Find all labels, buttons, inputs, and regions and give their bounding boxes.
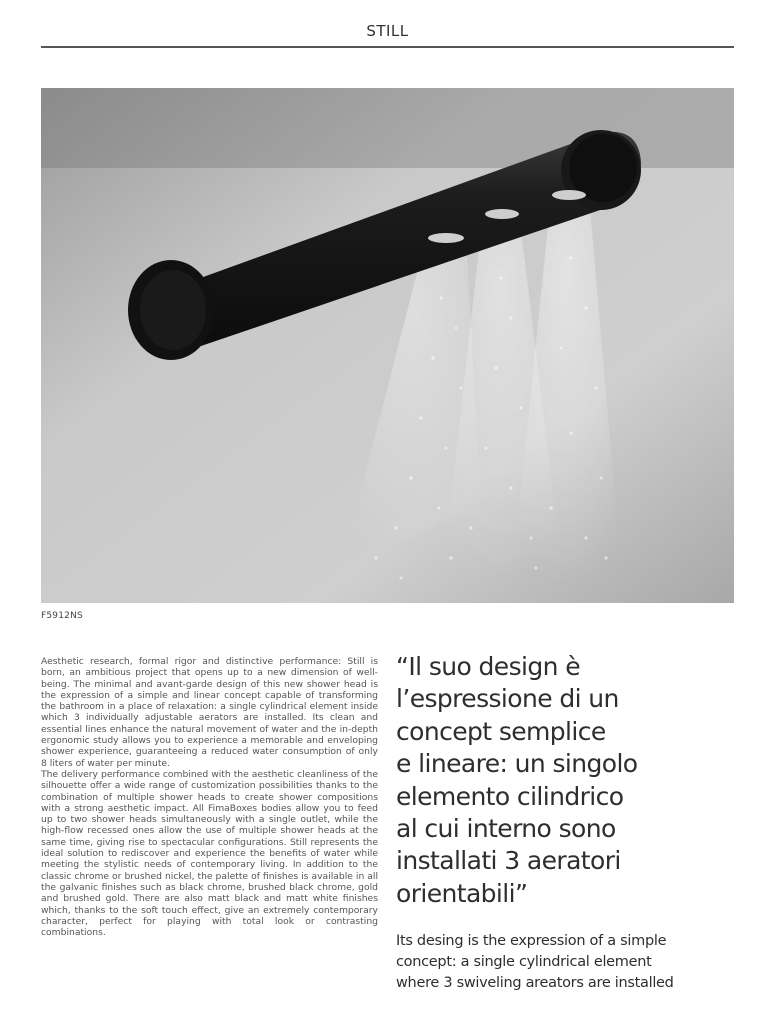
italian-quote [396,651,726,910]
quote-line: concept semplice [396,716,606,746]
quote-line: orientabili” [396,878,528,908]
body-paragraph: Aesthetic research, formal rigor and distinctive performance: Still is born, an ambitious project that opens up to a new dimension of well-being. The minimal and avant-garde design of this new shower head is the expression of a simple and linear concept capable of transforming the bathroom in a place of relaxation: a single cylindrical element inside which 3 individually adjustable aerators are installed. Its clean and essential lines enhance the natural movement of water and the in-depth ergonomic study allows you to experience a memorable and enveloping shower experience, guaranteeing a reduced water consumption of only 8 liters of water per minute. [41,656,378,769]
quote-line: “Il suo design è [396,652,580,681]
page-title: STILL [366,22,409,40]
english-quote [396,931,726,994]
english-quote-line: where 3 swiveling areators are installed [396,975,674,991]
quote-line: elemento cilindrico [396,781,624,811]
body-paragraph: The delivery performance combined with the aesthetic cleanliness of the silhouette offer a wide range of customization possibilities thanks to the combination of multiple shower heads to create shower compositions with a strong aesthetic impact. All FimaBoxes bodies allow you to feed up to two shower heads simultaneously with a single outlet, while the high-flow recessed ones allow the use of multiple shower heads at the same time, giving rise to spectacular configurations. Still represents the ideal solution to rediscover and experience the benefits of water while meeting the stylistic needs of contemporary living. In addition to the classic chrome or brushed nickel, the palette of finishes is available in all the galvanic finishes such as black chrome, brushed black chrome, gold and brushed gold. There are also matt black and matt white finishes which, thanks to the soft touch effect, give an extremely contemporary character, perfect for playing with total look or contrasting combinations. [41,768,378,939]
body-text [41,656,378,938]
product-photo [41,88,734,603]
quote-line: al cui interno sono [396,814,616,844]
photo-caption: F5912NS [41,611,83,621]
quote-line: installati 3 aeratori [396,846,621,876]
header-divider [41,46,734,48]
quote-line: e lineare: un singolo [396,749,638,779]
english-quote-line: concept: a single cylindrical element [396,954,652,970]
english-quote-line: Its desing is the expression of a simple [396,933,667,949]
quote-line: l’espressione di un [396,684,619,714]
